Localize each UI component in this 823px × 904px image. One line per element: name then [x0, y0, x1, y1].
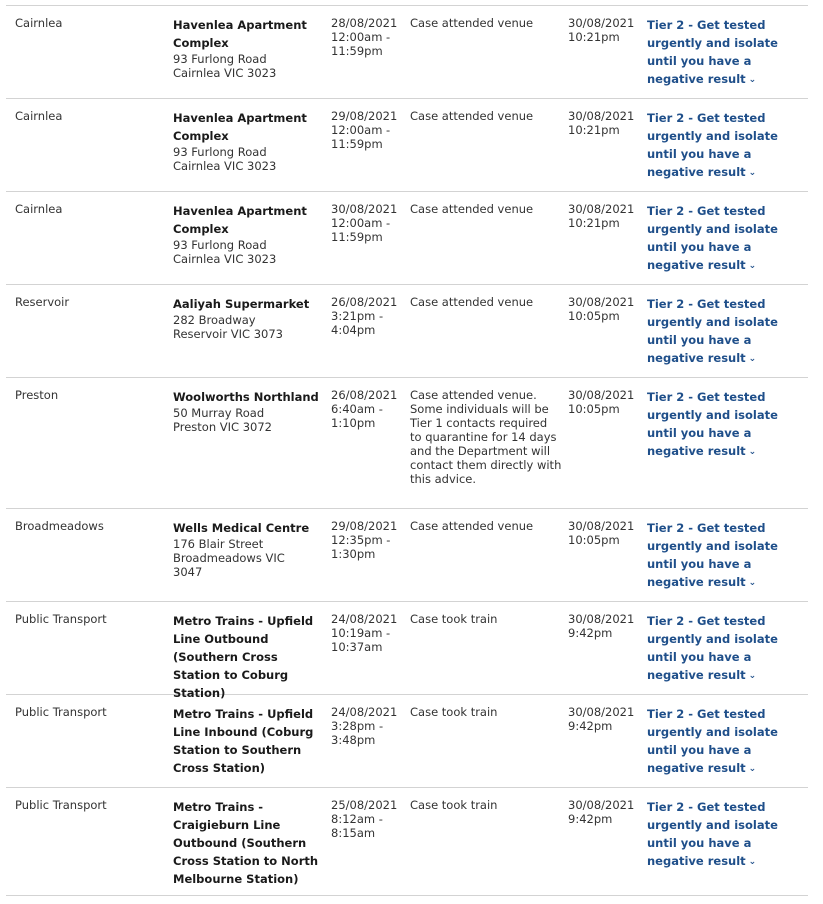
chevron-down-icon[interactable]: ⌄ — [748, 447, 757, 457]
health-advice-line: Tier 2 - Get tested — [647, 614, 766, 628]
chevron-down-icon[interactable]: ⌄ — [748, 578, 757, 588]
health-advice-line: Tier 2 - Get tested — [647, 18, 766, 32]
suburb-cell: Reservoir — [15, 295, 70, 309]
date-added-cell: 30/08/2021 9:42pm — [568, 798, 635, 826]
health-advice-line: until you have a — [647, 333, 752, 347]
health-advice-line: urgently and isolate — [647, 818, 778, 832]
site-cell — [173, 388, 323, 434]
site-address: 93 Furlong Road Cairnlea VIC 3023 — [173, 52, 277, 80]
date-added-cell: 30/08/2021 10:21pm — [568, 202, 635, 230]
health-advice-line: until you have a — [647, 54, 752, 68]
health-advice-line: urgently and isolate — [647, 129, 778, 143]
chevron-down-icon[interactable]: ⌄ — [748, 75, 757, 85]
exposure-period-cell: 25/08/2021 8:12am - 8:15am — [331, 798, 398, 840]
suburb-cell: Cairnlea — [15, 109, 63, 123]
site-cell — [173, 705, 323, 777]
date-added-cell: 30/08/2021 9:42pm — [568, 705, 635, 733]
health-advice-line: until you have a — [647, 240, 752, 254]
notes-cell: Case attended venue — [410, 295, 534, 309]
health-advice-line: negative result — [647, 72, 746, 86]
health-advice-line: urgently and isolate — [647, 408, 778, 422]
notes-cell: Case took train — [410, 798, 498, 812]
site-address: 93 Furlong Road Cairnlea VIC 3023 — [173, 238, 277, 266]
date-added-cell: 30/08/2021 10:21pm — [568, 16, 635, 44]
date-added-cell: 30/08/2021 10:05pm — [568, 519, 635, 547]
suburb-cell: Broadmeadows — [15, 519, 104, 533]
site-cell — [173, 798, 323, 888]
suburb-cell: Cairnlea — [15, 202, 63, 216]
exposure-period-cell: 29/08/2021 12:00am - 11:59pm — [331, 109, 398, 151]
health-advice-line: negative result — [647, 575, 746, 589]
health-advice-line: until you have a — [647, 147, 752, 161]
site-cell — [173, 109, 323, 173]
site-address: 50 Murray Road Preston VIC 3072 — [173, 406, 272, 434]
exposure-period-cell: 24/08/2021 10:19am - 10:37am — [331, 612, 398, 654]
exposure-period-cell: 29/08/2021 12:35pm - 1:30pm — [331, 519, 398, 561]
exposure-sites-table — [6, 5, 808, 896]
health-advice-line: urgently and isolate — [647, 539, 778, 553]
notes-cell: Case took train — [410, 705, 498, 719]
exposure-period-cell: 26/08/2021 6:40am - 1:10pm — [331, 388, 398, 430]
health-advice-line: urgently and isolate — [647, 725, 778, 739]
notes-cell: Case attended venue — [410, 16, 534, 30]
health-advice-toggle[interactable] — [647, 519, 797, 592]
chevron-down-icon[interactable]: ⌄ — [748, 261, 757, 271]
health-advice-line: negative result — [647, 668, 746, 682]
health-advice-line: until you have a — [647, 650, 752, 664]
chevron-down-icon[interactable]: ⌄ — [748, 857, 757, 867]
exposure-period-cell: 24/08/2021 3:28pm - 3:48pm — [331, 705, 398, 747]
health-advice-toggle[interactable] — [647, 612, 797, 685]
table-row — [6, 509, 808, 602]
exposure-period-cell: 30/08/2021 12:00am - 11:59pm — [331, 202, 398, 244]
health-advice-toggle[interactable] — [647, 798, 797, 871]
notes-cell: Case took train — [410, 612, 498, 626]
site-cell — [173, 612, 323, 702]
site-address: 282 Broadway Reservoir VIC 3073 — [173, 313, 283, 341]
table-row — [6, 378, 808, 509]
site-name: Metro Trains - Craigieburn Line Outbound (Southern Cross Station to North Melbourne Station) — [173, 800, 319, 886]
health-advice-line: urgently and isolate — [647, 315, 778, 329]
chevron-down-icon[interactable]: ⌄ — [748, 764, 757, 774]
chevron-down-icon[interactable]: ⌄ — [748, 354, 757, 364]
date-added-cell: 30/08/2021 9:42pm — [568, 612, 635, 640]
exposure-period-cell: 28/08/2021 12:00am - 11:59pm — [331, 16, 398, 58]
health-advice-line: negative result — [647, 258, 746, 272]
health-advice-line: urgently and isolate — [647, 632, 778, 646]
table-row — [6, 99, 808, 192]
site-address: 176 Blair Street Broadmeadows VIC 3047 — [173, 537, 285, 579]
table-row — [6, 285, 808, 378]
health-advice-toggle[interactable] — [647, 705, 797, 778]
health-advice-line: Tier 2 - Get tested — [647, 204, 766, 218]
site-name: Woolworths Northland — [173, 390, 319, 404]
site-name: Havenlea Apartment Complex — [173, 111, 307, 143]
health-advice-line: until you have a — [647, 836, 752, 850]
suburb-cell: Public Transport — [15, 705, 107, 719]
suburb-cell: Cairnlea — [15, 16, 63, 30]
site-cell — [173, 295, 323, 341]
health-advice-toggle[interactable] — [647, 16, 797, 89]
notes-cell: Case attended venue — [410, 519, 534, 533]
health-advice-line: Tier 2 - Get tested — [647, 707, 766, 721]
health-advice-line: Tier 2 - Get tested — [647, 521, 766, 535]
health-advice-line: negative result — [647, 444, 746, 458]
suburb-cell: Public Transport — [15, 612, 107, 626]
site-name: Metro Trains - Upfield Line Outbound (Southern Cross Station to Coburg Station) — [173, 614, 314, 700]
site-name: Metro Trains - Upfield Line Inbound (Coburg Station to Southern Cross Station) — [173, 707, 314, 775]
date-added-cell: 30/08/2021 10:05pm — [568, 295, 635, 323]
date-added-cell: 30/08/2021 10:21pm — [568, 109, 635, 137]
notes-cell: Case attended venue — [410, 109, 534, 123]
health-advice-line: Tier 2 - Get tested — [647, 297, 766, 311]
table-row — [6, 602, 808, 700]
chevron-down-icon[interactable]: ⌄ — [748, 168, 757, 178]
health-advice-line: until you have a — [647, 743, 752, 757]
health-advice-line: negative result — [647, 761, 746, 775]
table-row — [6, 192, 808, 285]
table-row — [6, 695, 808, 788]
health-advice-line: negative result — [647, 854, 746, 868]
health-advice-line: urgently and isolate — [647, 222, 778, 236]
site-name: Wells Medical Centre — [173, 521, 310, 535]
site-name: Aaliyah Supermarket — [173, 297, 310, 311]
exposure-period-cell: 26/08/2021 3:21pm - 4:04pm — [331, 295, 398, 337]
health-advice-line: negative result — [647, 165, 746, 179]
health-advice-line: until you have a — [647, 557, 752, 571]
suburb-cell: Public Transport — [15, 798, 107, 812]
table-row — [6, 788, 808, 896]
site-name: Havenlea Apartment Complex — [173, 204, 307, 236]
health-advice-toggle[interactable] — [647, 295, 797, 368]
health-advice-line: urgently and isolate — [647, 36, 778, 50]
date-added-cell: 30/08/2021 10:05pm — [568, 388, 635, 416]
health-advice-line: until you have a — [647, 426, 752, 440]
notes-cell: Case attended venue — [410, 202, 534, 216]
health-advice-line: Tier 2 - Get tested — [647, 390, 766, 404]
site-name: Havenlea Apartment Complex — [173, 18, 307, 50]
chevron-down-icon[interactable]: ⌄ — [748, 671, 757, 681]
site-cell — [173, 16, 323, 80]
table-row — [6, 6, 808, 99]
site-cell — [173, 202, 323, 266]
site-address: 93 Furlong Road Cairnlea VIC 3023 — [173, 145, 277, 173]
health-advice-toggle[interactable] — [647, 202, 797, 275]
health-advice-toggle[interactable] — [647, 388, 797, 461]
health-advice-line: Tier 2 - Get tested — [647, 111, 766, 125]
health-advice-toggle[interactable] — [647, 109, 797, 182]
notes-cell: Case attended venue. Some individuals will be Tier 1 contacts required to quarantine for 14 days and the Department will contact them directly with this advice. — [410, 388, 562, 486]
suburb-cell: Preston — [15, 388, 59, 402]
site-cell — [173, 519, 323, 579]
health-advice-line: negative result — [647, 351, 746, 365]
health-advice-line: Tier 2 - Get tested — [647, 800, 766, 814]
